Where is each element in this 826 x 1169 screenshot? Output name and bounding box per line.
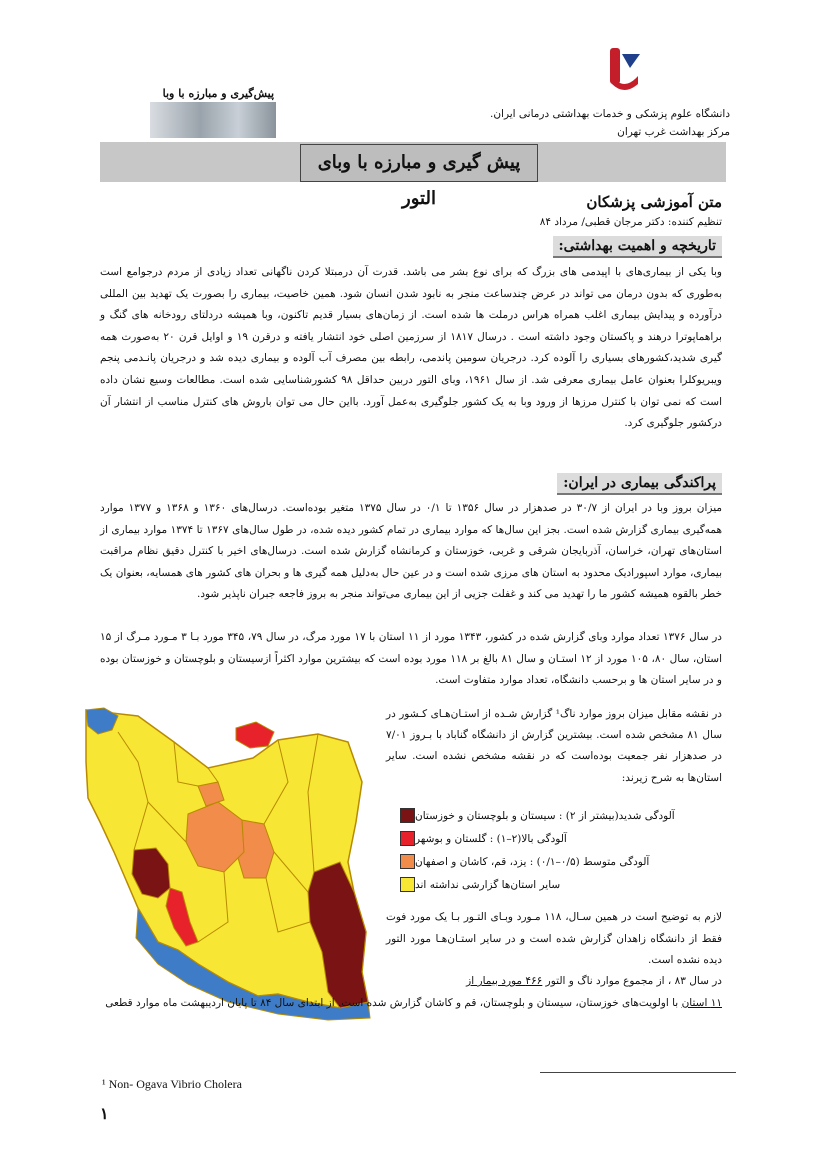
footnote-separator <box>540 1072 736 1073</box>
logo-blue-shape <box>622 54 640 68</box>
legend-label-medium: آلودگی متوسط (۰/۵–۰/۱) : یزد، قم، کاشان و اصفهان <box>415 855 650 868</box>
map-description: در نقشه مقابل میزان بروز موارد ناگ¹ گزارش شـده از استـان‌هـای کـشور در سال ۸۱ مشخص شده است. بیشترین گزارش از دانشگاه گناباد با بـروز ۷/۰۱ در صدهزار نفر جمعیت بوده‌است که در نقشه مشخص نشده است. سایر استان‌ها به شرح زیرند: <box>386 708 722 784</box>
legend-item-none <box>392 873 722 896</box>
year-83-underlined-count: ۴۶۶ مورد بیمار از <box>466 975 543 987</box>
banner-photo <box>150 102 276 138</box>
footnote: ¹ Non- Ogava Vibrio Cholera <box>102 1077 242 1091</box>
eltor-note: لازم به توضیح است در همین سـال، ۱۱۸ مـورد وبـای التـور بـا یک مورد فوت فقط از دانشگاه زاهدان گزارش شده است و در سایر استـان‌هـا مورد التور دیده نشده است. <box>386 911 722 967</box>
logo-red-bar <box>610 48 620 84</box>
legend-label-severe: آلودگی شدید(بیشتر از ۲) : سیستان و بلوچستان و خوزستان <box>415 809 675 822</box>
org-line-2: مرکز بهداشت غرب تهران <box>617 126 730 138</box>
document-subtitle: متن آموزشی پزشکان <box>586 193 722 211</box>
distribution-paragraph-1: میزان بروز وبا در ایران از ۳۰/۷ در صدهزار در سال ۱۳۵۶ تا ۰/۱ در سال ۱۳۷۵ متغیر بوده‌است. درسال‌های ۱۳۶۰ و ۱۳۶۸ و ۱۳۷۷ موارد همه‌گیری بیماری گزارش شده است. بجز این سال‌ها که موارد بیماری در تمام کشور دیده شده، در طول سال‌های ۱۳۶۷ تا ۱۳۷۴ موارد بیماری از استان‌های تهران، خراسان، آذربایجان شرقی و غربی، خوزستان و کرمانشاه گزارش شده است. درسال‌های اخیر با کنترل دقیق نظام مراقبت بیماری، موارد اسپورادیک محدود به استان های مرزی شده است و در عین حال به‌دلیل همه گیری ها و بحران های کشور های همسایه، بعنوان یک خطر بالقوه همیشه کشور ما را تهدید می کند و غفلت جزیی از این بیماری می‌تواند منجر به بروز فاجعه جبران ناپذیر شود. <box>100 502 723 601</box>
page-number: ۱ <box>100 1104 109 1123</box>
university-logo <box>604 46 646 94</box>
legend-swatch-severe <box>400 808 415 823</box>
year-83-text-rest: با اولویت‌های خوزستان، سیستان و بلوچستان، قم و کاشان گزارش شده است. از ابتدای سال ۸۴ تا پایان اردیبهشت ماه موارد قطعی <box>105 996 682 1009</box>
map-legend <box>392 804 722 896</box>
brand-title: پیش‌گیری و مبارزه با وبا <box>162 87 274 100</box>
map-region-golestan <box>236 722 274 748</box>
section-heading-distribution: پراکندگی بیماری در ایران: <box>557 473 722 495</box>
org-line-1: دانشگاه علوم پزشکی و خدمات بهداشتی درمانی ایران. <box>489 108 730 120</box>
main-title: پیش گیری و مبارزه با وبای التور <box>300 144 538 182</box>
legend-swatch-high <box>400 831 415 846</box>
legend-label-none: سایر استان‌ها گزارشی نداشته اند <box>415 878 561 891</box>
year-83-text-start: در سال ۸۳ ، از مجموع موارد ناگ و التور <box>545 975 722 987</box>
author-line: تنظیم کننده: دکتر مرجان قطبی/ مرداد ۸۴ <box>539 216 722 228</box>
legend-item-severe <box>392 804 722 827</box>
legend-swatch-medium <box>400 854 415 869</box>
history-paragraph: وبا یکی از بیماری‌های با اپیدمی های بزرگ که برای نوع بشر می باشد. قدرت آن درمبتلا کردن ناگهانی تعداد زیادی از مردم درجوامع است به‌طوری که بدون درمان می تواند در عرض چندساعت منجر به نابود شدن انسان شود. همین خاصیت، بیماری را بصورت یک تهدید بین المللی درآورده و پیدایش بیماری اغلب همراه هراس درملت ها شده است. از زمان‌های بسیار قدیم تاکنون، وبا همیشه دردلتای رودخانه های گنگ و براهماپوترا درهند و پاکستان وجود داشته است . درسال ۱۸۱۷ از سرزمین اصلی خود انتشار یافته و درقرن ۱۹ و اوایل قرن ۲۰ به‌صورت همه گیری شدید،کشورهای بسیاری را آلوده کرد. درجریان سومین پاندمی، رابطه بین مصرف آب آلوده و بیماری دیده شد و درجریان پانـدمی پنجم ویبریوکلرا بعنوان عامل بیماری معرفی شد. از سال ۱۹۶۱، وبای التور دربین حداقل ۹۸ کشورشناسایی شده است. مطالعات وسیع نشان داده است که نمی توان با کنترل مرزها از ورود وبا به یک کشور جلوگیری به‌عمل آورد. بااین حال می توان باروش های کنترل مناسب از انتشار آن درکشور جلوگیری کرد. <box>100 266 722 430</box>
legend-item-high <box>392 827 722 850</box>
year-83-paragraph <box>100 971 722 1014</box>
legend-label-high: آلودگی بالا(۲–۱) : گلستان و بوشهر <box>415 832 567 845</box>
legend-swatch-none <box>400 877 415 892</box>
legend-item-medium <box>392 850 722 873</box>
section-heading-history: تاریخچه و اهمیت بهداشتی: <box>553 236 723 258</box>
distribution-paragraph-2: در سال ۱۳۷۶ تعداد موارد وبای گزارش شده در کشور، ۱۳۴۳ مورد از ۱۱ استان با ۱۷ مورد مرگ، در سال ۷۹، ۳۴۵ مورد بـا ۳ مـورد مـرگ از ۱۵ استان، سال ۸۰، ۱۰۵ مورد از ۱۲ استـان و سال ۸۱ بالغ بر ۱۱۸ مورد بوده است که بیشترین موارد اکثراً ازسیستان و بلوچستان و خوزستان بوده و در سایر استان ها و برحسب دانشگاه، تعداد موارد متفاوت است. <box>100 631 723 687</box>
year-83-underlined-provinces: ۱۱ استان <box>681 996 722 1009</box>
